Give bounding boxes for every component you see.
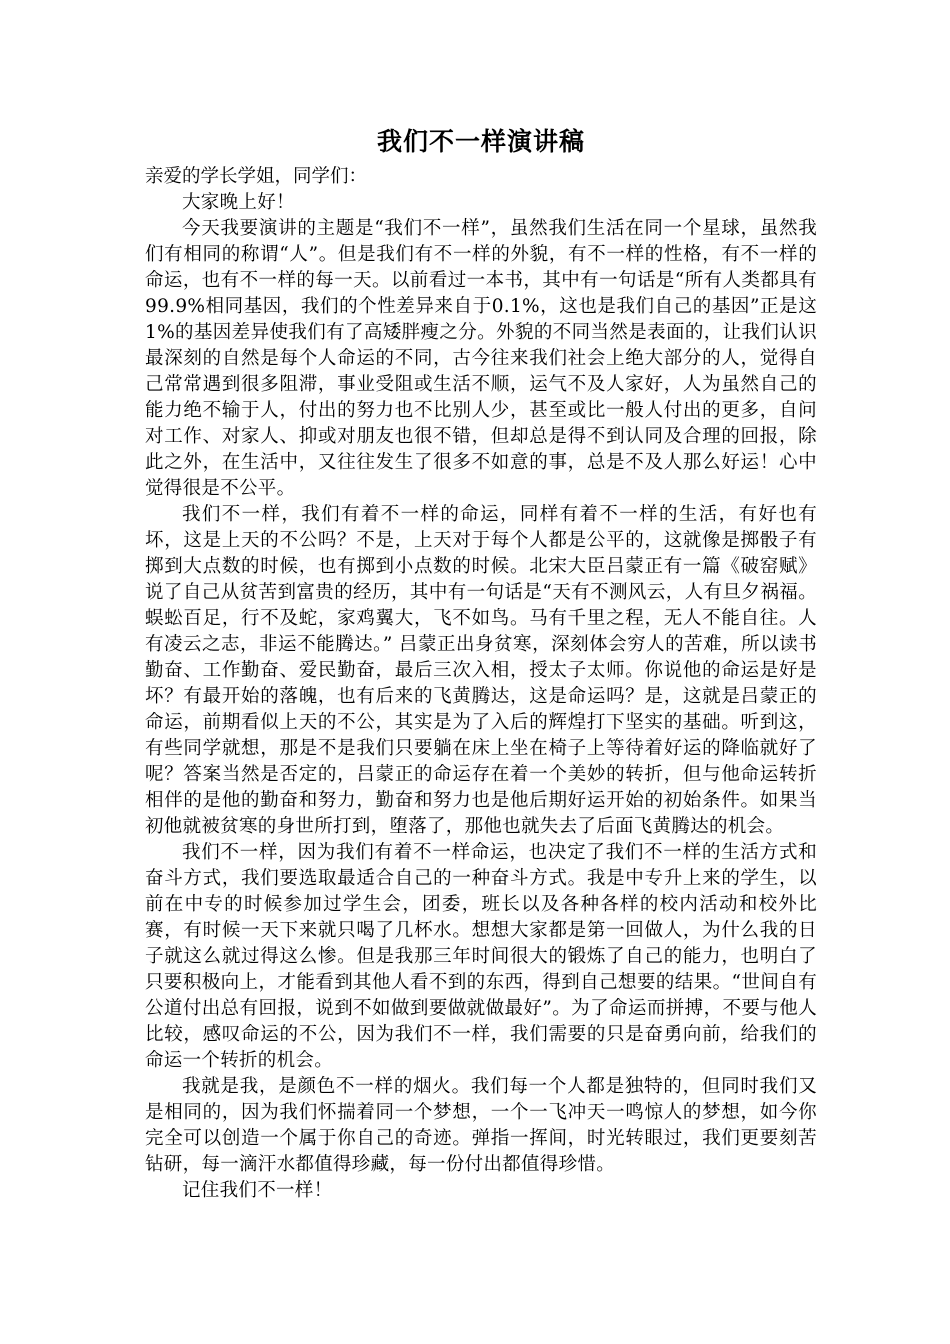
paragraph-4: 我就是我，是颜色不一样的烟火。我们每一个人都是独特的，但同时我们又是相同的，因为我们怀揣着同一个梦想，一个一飞冲天一鸣惊人的梦想，如今你完全可以创造一个属于你自己的奇迹。弹指一挥间，时光转眼过，我们更要刻苦钻研，每一滴汗水都值得珍藏，每一份付出都值得珍惜。 — [145, 1076, 817, 1175]
paragraph-greeting: 大家晚上好！ — [182, 192, 295, 213]
paragraph-3: 我们不一样，因为我们有着不一样命运，也决定了我们不一样的生活方式和奋斗方式，我们要选取最适合自己的一种奋斗方式。我是中专升上来的学生，以前在中专的时候参加过学生会，团委，班长以及各种各样的校内活动和校外比赛，有时候一天下来就只喝了几杯水。想想大家都是第一回做人，为什么我的日子就这么就过得这么惨。但是我那三年时间很大的锻炼了自己的能力，也明白了只要积极向上，才能看到其他人看不到的东西，得到自己想要的结果。“世间自有公道付出总有回报，说到不如做到要做就做最好”。为了命运而拼搏，不要与他人比较，感叹命运的不公，因为我们不一样，我们需要的只是奋勇向前，给我们的命运一个转折的机会。 — [145, 842, 817, 1071]
document-title: 我们不一样演讲稿 — [376, 127, 585, 156]
salutation: 亲爱的学长学姐，同学们： — [145, 166, 368, 187]
document-body — [145, 122, 817, 1204]
paragraph-2: 我们不一样，我们有着不一样的命运，同样有着不一样的生活，有好也有坏，这是上天的不公吗？不是，上天对于每个人都是公平的，这就像是掷骰子有掷到大点数的时候，也有掷到小点数的时候。北宋大臣吕蒙正有一篇《破窑赋》说了自己从贫苦到富贵的经历，其中有一句话是“天有不测风云，人有旦夕祸福。蜈蚣百足，行不及蛇，家鸡翼大，飞不如鸟。马有千里之程，无人不能自往。人有凌云之志，非运不能腾达。” 吕蒙正出身贫寒，深刻体会穷人的苦难，所以读书勤奋、工作勤奋、爱民勤奋，最后三次入相，授太子太师。你说他的命运是好是坏？有最开始的落魄，也有后来的飞黄腾达，这是命运吗？是，这就是吕蒙正的命运，前期看似上天的不公，其实是为了入后的辉煌打下坚实的基础。听到这，有些同学就想，那是不是我们只要躺在床上坐在椅子上等待着好运的降临就好了呢？答案当然是否定的，吕蒙正的命运存在着一个美妙的转折，但与他命运转折相伴的是他的勤奋和努力，勤奋和努力也是他后期好运开始的初始条件。如果当初他就被贫寒的身世所打到，堕落了，那他也就失去了后面飞黄腾达的机会。 — [145, 504, 817, 837]
paragraph-closing: 记住我们不一样！ — [182, 1180, 333, 1201]
paragraph-1: 今天我要演讲的主题是“我们不一样”，虽然我们生活在同一个星球，虽然我们有相同的称谓“人”。但是我们有不一样的外貌，有不一样的性格，有不一样的命运，也有不一样的每一天。以前看过一本书，其中有一句话是“所有人类都具有99.9%相同基因，我们的个性差异来自于0.1%，这也是我们自己的基因”正是这1%的基因差异使我们有了高矮胖瘦之分。外貌的不同当然是表面的，让我们认识最深刻的自然是每个人命运的不同，古今往来我们社会上绝大部分的人，觉得自己常常遇到很多阻滞，事业受阻或生活不顺，运气不及人家好，人为虽然自己的能力绝不输于人，付出的努力也不比别人少，甚至或比一般人付出的更多，自问对工作、对家人、抑或对朋友也很不错，但却总是得不到认同及合理的回报，除此之外，在生活中，又往往发生了很多不如意的事，总是不及人那么好运！心中觉得很是不公平。 — [145, 218, 817, 499]
